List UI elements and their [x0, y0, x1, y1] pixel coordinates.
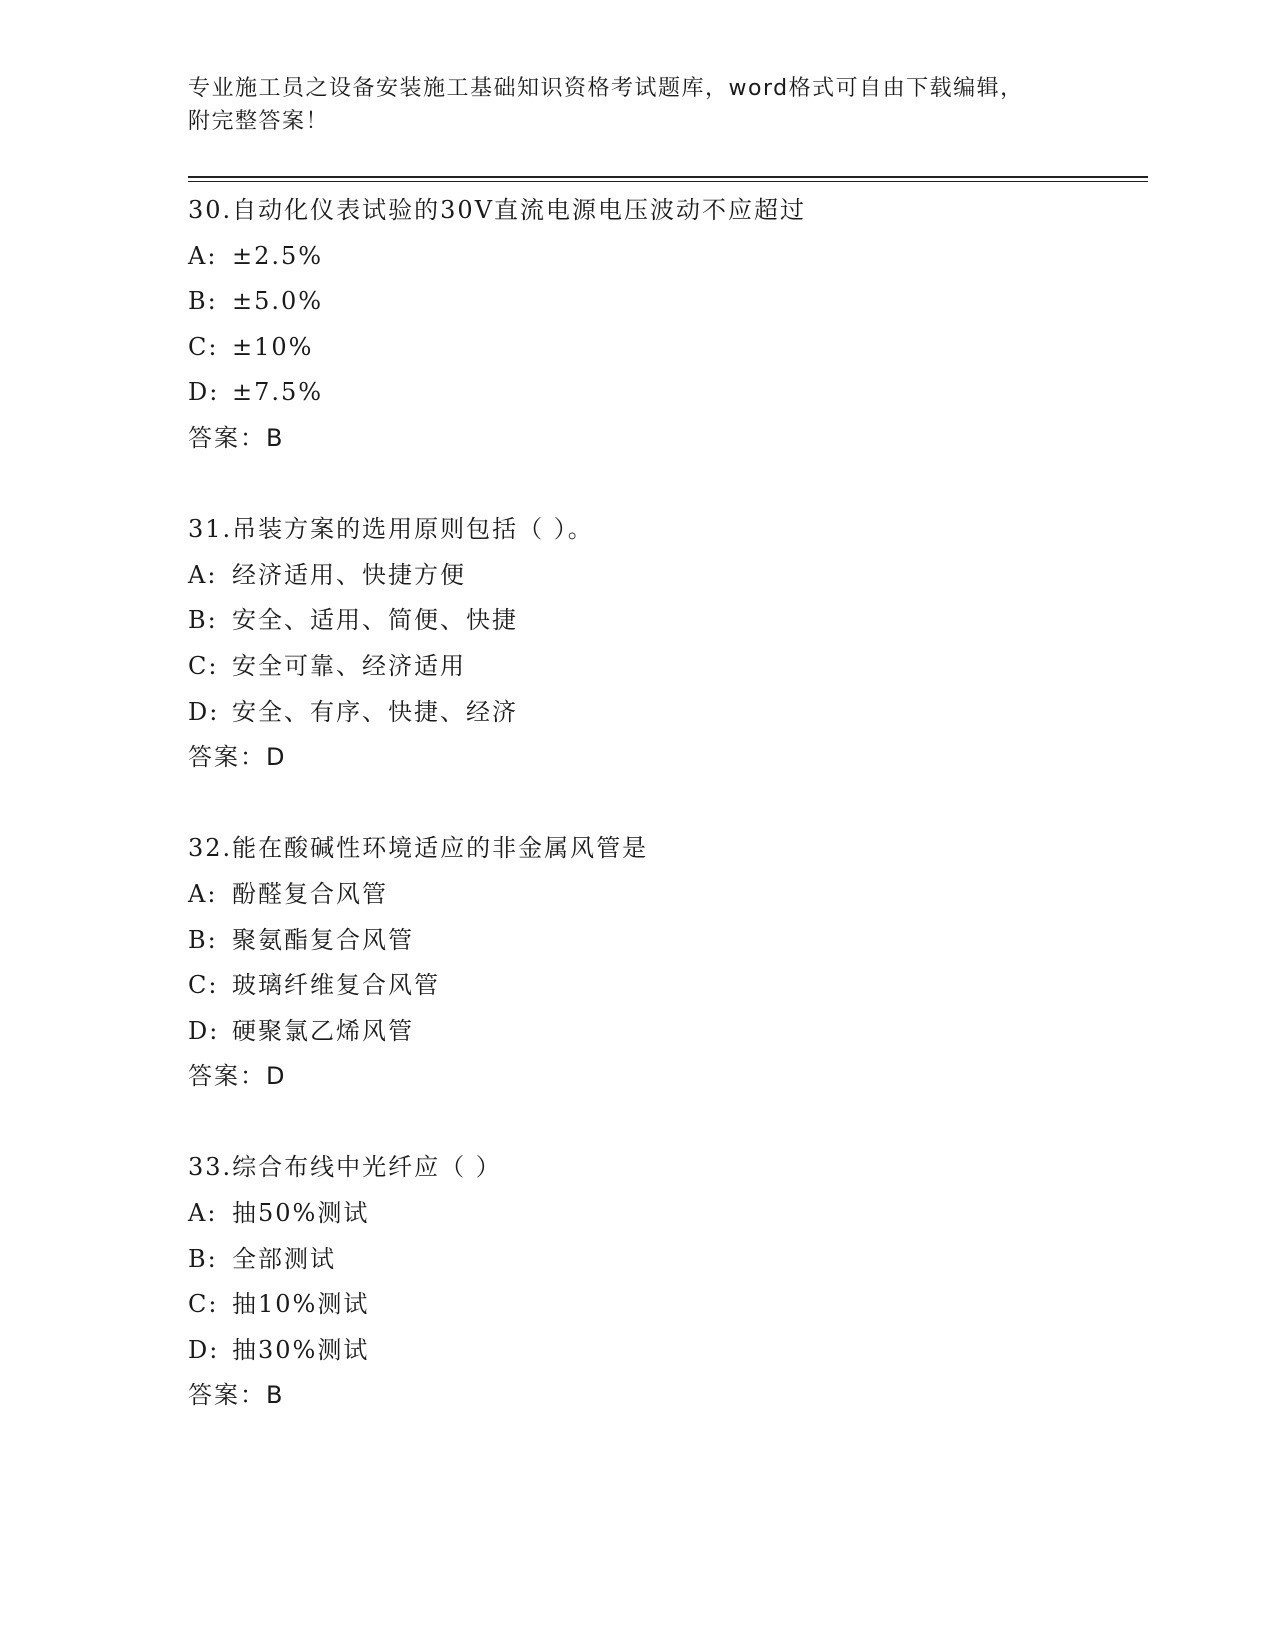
option-text: ±5.0%	[232, 287, 324, 316]
option-text: 安全、适用、简便、快捷	[232, 606, 518, 635]
question-30	[188, 188, 1148, 507]
option-text: 抽50%测试	[232, 1199, 370, 1228]
option-text: 安全可靠、经济适用	[232, 651, 466, 680]
option-d	[188, 370, 1148, 416]
option-letter: D:	[188, 1016, 220, 1045]
question-33	[188, 1145, 1148, 1419]
option-text: 聚氨酯复合风管	[232, 925, 414, 954]
option-text: ±2.5%	[232, 241, 324, 270]
question-stem: 32.能在酸碱性环境适应的非金属风管是	[188, 834, 649, 863]
option-b	[188, 279, 1148, 325]
question-stem: 30.自动化仪表试验的30V直流电源电压波动不应超过	[188, 196, 807, 224]
question-spacer	[188, 781, 1148, 827]
header-line-1: 专业施工员之设备安装施工基础知识资格考试题库，word格式可自由下载编辑，	[188, 76, 1024, 101]
option-letter: A:	[188, 560, 218, 589]
option-text: 抽10%测试	[232, 1290, 370, 1319]
option-letter: B:	[188, 287, 218, 316]
question-answer: 答案：B	[188, 1381, 285, 1410]
option-d	[188, 690, 1148, 736]
document-header	[188, 72, 1058, 138]
option-a	[188, 553, 1148, 599]
option-text: 抽30%测试	[232, 1335, 370, 1364]
option-text: 安全、有序、快捷、经济	[232, 697, 518, 726]
question-spacer	[188, 1100, 1148, 1146]
question-answer: 答案：B	[188, 423, 285, 452]
option-letter: A:	[188, 241, 218, 270]
question-stem: 31.吊装方案的选用原则包括（ ）。	[188, 515, 594, 544]
option-a	[188, 1191, 1148, 1237]
option-letter: D:	[188, 697, 220, 726]
option-text: 经济适用、快捷方便	[232, 560, 466, 589]
option-letter: C:	[188, 332, 219, 361]
option-d	[188, 1009, 1148, 1055]
question-stem: 33.综合布线中光纤应（ ）	[188, 1153, 502, 1182]
option-letter: B:	[188, 1244, 218, 1273]
option-letter: D:	[188, 1335, 220, 1364]
option-c	[188, 1282, 1148, 1328]
option-c	[188, 644, 1148, 690]
option-letter: D:	[188, 378, 220, 407]
option-letter: C:	[188, 651, 219, 680]
option-letter: A:	[188, 1199, 218, 1228]
option-letter: B:	[188, 925, 218, 954]
header-line-2: 附完整答案！	[188, 109, 330, 134]
option-a	[188, 234, 1148, 280]
option-text: ±10%	[232, 332, 314, 361]
option-d	[188, 1328, 1148, 1374]
option-c	[188, 963, 1148, 1009]
option-letter: C:	[188, 971, 219, 1000]
option-b	[188, 918, 1148, 964]
question-32	[188, 826, 1148, 1145]
option-letter: A:	[188, 879, 218, 908]
option-text: ±7.5%	[232, 378, 324, 407]
option-letter: C:	[188, 1290, 219, 1319]
option-letter: B:	[188, 606, 218, 635]
question-spacer	[188, 462, 1148, 508]
question-31	[188, 507, 1148, 826]
option-text: 全部测试	[232, 1244, 336, 1273]
question-answer: 答案：D	[188, 743, 287, 772]
option-b	[188, 598, 1148, 644]
option-text: 玻璃纤维复合风管	[232, 971, 440, 1000]
option-text: 酚醛复合风管	[232, 879, 388, 908]
option-a	[188, 872, 1148, 918]
question-list	[188, 188, 1148, 1419]
option-c	[188, 325, 1148, 371]
question-answer: 答案：D	[188, 1062, 287, 1091]
option-text: 硬聚氯乙烯风管	[232, 1016, 414, 1045]
document-page	[188, 72, 1148, 1419]
header-divider	[188, 176, 1148, 182]
option-b	[188, 1237, 1148, 1283]
